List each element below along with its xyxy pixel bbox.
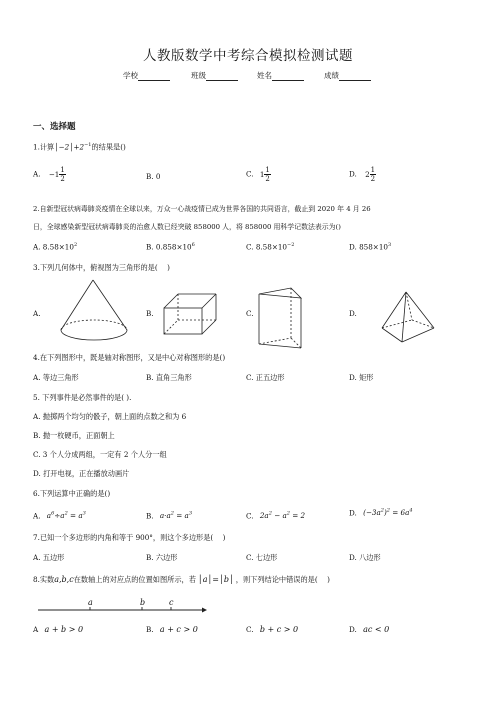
q3-option-b-label[interactable]: B.	[146, 309, 154, 318]
q2-option-d-value: 858×10	[359, 242, 388, 252]
q5-option-b[interactable]: B. 抛一枚硬币，正面朝上	[33, 431, 115, 440]
q2-option-c[interactable]	[246, 242, 294, 251]
q5-option-d[interactable]: D. 打开电视，正在播放动画片	[33, 469, 130, 478]
q5-option-c[interactable]: C. 3 个人分成两组，一定有 2 个人分一组	[33, 450, 167, 459]
q7-option-b[interactable]: B. 六边形	[146, 553, 178, 562]
q8-stem-prefix: 8.实数	[33, 575, 55, 584]
q1-option-d[interactable]	[349, 166, 376, 183]
q1-option-c-label: C.	[246, 169, 254, 179]
question-5-stem: 5. 下列事件是必然事件的是( ).	[33, 393, 132, 402]
question-1-stem	[33, 142, 126, 152]
class-label: 班级	[191, 71, 206, 80]
q1-option-a-fraction: $\frac{1}{2}$	[60, 166, 65, 183]
school-blank	[138, 72, 170, 81]
q8-option-b-label: B.	[146, 625, 154, 634]
q6-option-d-label: D.	[349, 508, 357, 518]
q2-option-a-exponent: 2	[73, 242, 78, 248]
question-2-line2: 日，全球感染新型冠状病毒肺炎的治愈人数已经突破 858000 人，将 858000 用科学记数法表示为()	[33, 223, 341, 231]
q2-option-b-exponent: 6	[191, 242, 195, 248]
q8-stem-middle: 在数轴上的对应点的位置如图所示，若	[73, 575, 196, 584]
school-field	[123, 70, 170, 81]
question-8-stem: 8.实数a,b,c在数轴上的对应点的位置如图所示，若 │a│=│b│ ，则下列结论中错误的是( )	[33, 575, 330, 584]
number-line-label-b: b	[140, 598, 146, 607]
school-label: 学校	[123, 71, 138, 80]
q4-option-a[interactable]: A. 等边三角形	[33, 373, 79, 382]
q3-option-d-label[interactable]: D.	[349, 309, 357, 318]
number-line	[38, 598, 208, 618]
q1-option-b-value: 0	[155, 172, 161, 181]
q8-option-c-expression: b + c > 0	[259, 625, 299, 634]
score-field	[324, 70, 371, 81]
q8-option-d[interactable]	[349, 625, 389, 634]
q1-option-a[interactable]	[33, 166, 66, 183]
q6-option-c-label: C.	[246, 511, 254, 521]
question-7-stem: 7.已知一个多边形的内角和等于 900°，则这个多边形是( )	[33, 533, 226, 542]
q2-option-d-label: D.	[349, 242, 357, 252]
q1-stem-exponent: −1	[84, 142, 92, 148]
q8-stem-variables: a,b,c	[54, 575, 74, 584]
q1-option-a-label: A.	[33, 169, 41, 179]
q7-option-c[interactable]: C. 七边形	[246, 553, 278, 562]
q8-option-d-label: D.	[349, 625, 357, 634]
q1-option-c-value: 1	[259, 169, 265, 179]
q8-option-a-label: A	[33, 625, 39, 634]
q8-option-b[interactable]	[146, 625, 198, 634]
q2-option-c-exponent: −2	[287, 242, 295, 248]
q6-option-a-label: A.	[33, 511, 41, 521]
q7-option-d[interactable]: D. 八边形	[349, 553, 381, 562]
name-field	[257, 70, 304, 81]
q1-stem-suffix: 的结果是()	[91, 142, 126, 152]
q5-option-a[interactable]: A. 抛掷两个均匀的骰子，朝上面的点数之和为 6	[33, 412, 187, 421]
q2-option-b[interactable]	[146, 242, 195, 251]
q4-option-b[interactable]: B. 直角三角形	[146, 373, 192, 382]
q1-stem-expression: │−2│+2	[54, 142, 85, 152]
class-field	[191, 70, 238, 81]
q6-option-b[interactable]: B. $a\cdot a^2 = a^3$	[146, 511, 192, 521]
cone-figure	[55, 278, 135, 346]
q1-option-d-label: D.	[349, 169, 357, 179]
question-4-stem: 4.在下列图形中，既是轴对称图形，又是中心对称图形的是()	[33, 353, 226, 362]
question-2-line1: 2.自新型冠状病毒肺炎疫情在全球以来，万众一心战疫情已成为世界各国的共同语言，截止到 2020 年 4 月 26	[33, 205, 371, 213]
q1-option-a-value: −1	[48, 169, 60, 179]
q2-option-c-value: 8.58×10	[255, 242, 287, 252]
q6-option-c[interactable]: C. $2a^2 - a^2 = 2$	[246, 511, 306, 521]
q2-option-d[interactable]	[349, 242, 391, 251]
pyramid-figure	[378, 290, 438, 348]
page-title: 人教版数学中考综合模拟检测试题	[143, 48, 353, 64]
q4-option-c[interactable]: C. 正五边形	[246, 373, 285, 382]
q1-option-b[interactable]	[146, 172, 160, 181]
q2-option-b-label: B.	[146, 242, 154, 252]
question-6-stem: 6.下列运算中正确的是()	[33, 489, 111, 498]
q1-option-b-label: B.	[146, 172, 154, 181]
score-label: 成绩	[324, 71, 339, 80]
q6-option-a[interactable]: A. $a^6\div a^2 = a^3$	[33, 511, 86, 521]
q2-option-a-label: A.	[33, 242, 41, 252]
q1-stem-prefix: 1.计算	[33, 142, 55, 152]
q8-stem-suffix: ，则下列结论中错误的是( )	[235, 575, 330, 584]
q2-option-c-label: C.	[246, 242, 254, 252]
q2-option-a-value: 8.58×10	[42, 242, 74, 252]
q4-option-d[interactable]: D. 矩形	[349, 373, 374, 382]
q8-option-a[interactable]	[33, 625, 83, 634]
class-blank	[206, 72, 238, 81]
q3-option-a-label[interactable]: A.	[33, 309, 41, 318]
q1-option-d-value: 2	[365, 169, 370, 179]
q1-option-c[interactable]	[246, 166, 271, 183]
score-blank	[339, 72, 371, 81]
q8-option-d-expression: ac < 0	[363, 625, 390, 634]
q8-option-a-expression: a + b > 0	[44, 625, 84, 634]
section-heading: 一、选择题	[33, 122, 76, 132]
name-blank	[272, 72, 304, 81]
q2-option-b-value: 0.858×10	[155, 242, 192, 252]
q1-option-c-fraction: $\frac{1}{2}$	[265, 166, 270, 183]
triangular-prism-figure	[253, 286, 309, 356]
q8-option-c-label: C.	[246, 625, 254, 634]
q8-option-c[interactable]	[246, 625, 298, 634]
name-label: 姓名	[257, 71, 272, 80]
q2-option-d-exponent: 3	[387, 242, 392, 248]
q6-option-d[interactable]: D. $(-3a^2)^2 = 6a^4$	[349, 508, 413, 518]
number-line-label-a: a	[88, 598, 93, 607]
q6-option-b-label: B.	[146, 511, 154, 521]
rectangular-prism-figure	[160, 290, 220, 340]
q2-option-a[interactable]	[33, 242, 77, 251]
question-3-stem: 3.下列几何体中，俯视图为三角形的是( )	[33, 263, 170, 272]
q1-option-d-fraction: $\frac{1}{2}$	[370, 166, 376, 183]
q3-option-c-label[interactable]: C.	[246, 309, 254, 318]
q7-option-a[interactable]: A. 五边形	[33, 553, 65, 562]
number-line-label-c: c	[169, 598, 174, 607]
q8-option-b-expression: a + c > 0	[159, 625, 198, 634]
